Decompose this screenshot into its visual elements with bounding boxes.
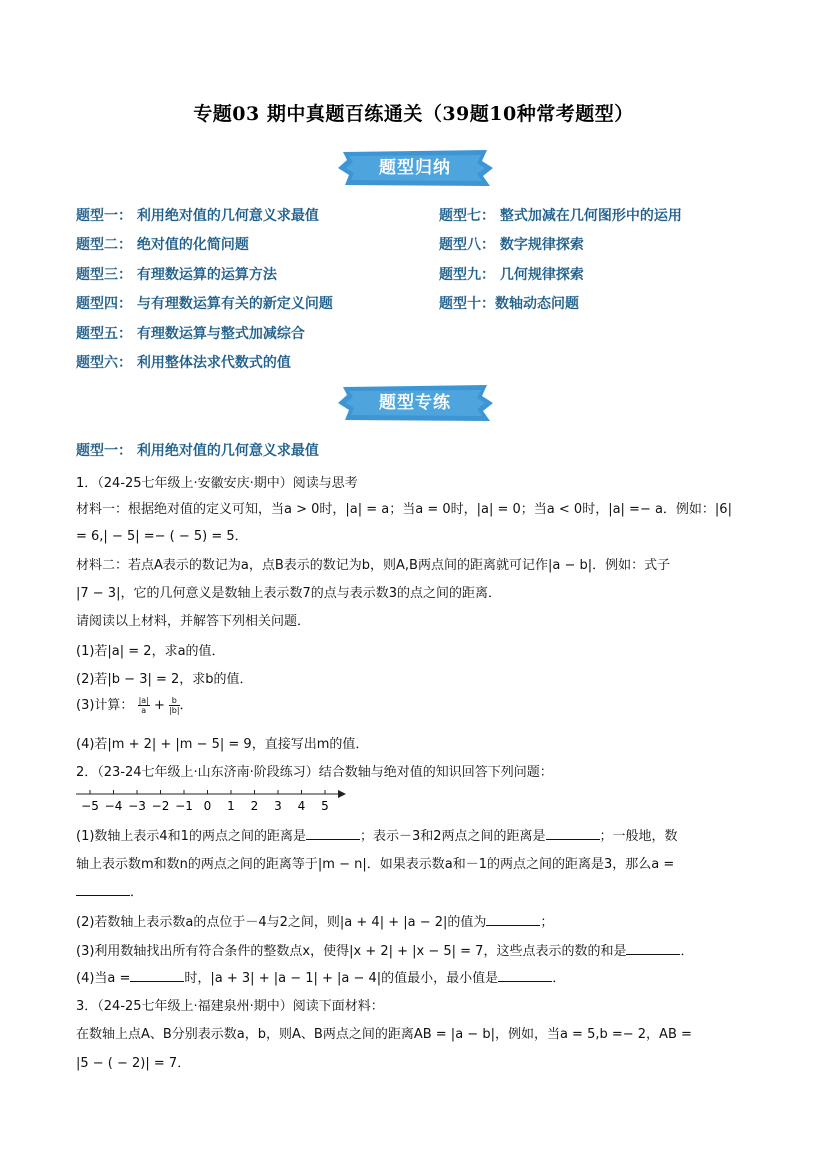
toc-item-10[interactable]: 题型十：数轴动态问题	[439, 296, 579, 312]
q2-part1-text2: ；表示－3和2两点之间的距离是	[359, 829, 546, 844]
banner-summary-text: 题型归纳	[379, 158, 451, 178]
number-line-label: 1	[227, 799, 235, 813]
q2-header: 2．（23-24七年级上·山东济南·阶段练习）结合数轴与绝对值的知识回答下列问题：	[76, 765, 553, 780]
q1-material1-line1: 材料一：根据绝对值的定义可知，当a > 0时，|a| = a；当a = 0时，|a| = 0；当a < 0时，|a| =− a．例如：|6|	[76, 502, 732, 517]
q2-part4-end: ．	[552, 971, 566, 986]
q2-part2-end: ；	[540, 915, 554, 930]
q2-part1-line1	[76, 825, 678, 844]
fraction-1-den: a	[141, 706, 147, 715]
q1-part4: (4)若|m + 2| + |m − 5| = 9，直接写出m的值．	[76, 737, 369, 752]
q2-part1-line3	[76, 881, 143, 900]
toc-item-6[interactable]: 题型六： 利用整体法求代数式的值	[76, 355, 291, 371]
q3-line1: 在数轴上点A、B分别表示数a，b，则A、B两点之间的距离AB = |a − b|，例如，当a = 5,b =− 2，AB =	[76, 1027, 692, 1042]
q2-part4	[76, 967, 565, 986]
toc-item-9[interactable]: 题型九： 几何规律探索	[439, 267, 584, 283]
page-title: 专题03 期中真题百练通关（39题10种常考题型）	[193, 103, 634, 125]
toc-item-8[interactable]: 题型八： 数字规律探索	[439, 237, 584, 253]
q2-part1-text1: (1)数轴上表示4和1的两点之间的距离是	[76, 829, 306, 844]
toc-item-4[interactable]: 题型四： 与有理数运算有关的新定义问题	[76, 296, 333, 312]
number-line-label: 4	[297, 799, 306, 813]
plus-sign: +	[154, 698, 165, 713]
answer-blank[interactable]	[546, 827, 600, 840]
q2-part4-text1: (4)当a =	[76, 971, 131, 986]
answer-blank[interactable]	[76, 883, 130, 896]
toc-item-1[interactable]: 题型一： 利用绝对值的几何意义求最值	[76, 208, 319, 224]
fraction-2	[169, 696, 179, 715]
arrow-right-icon	[338, 790, 346, 798]
q2-part1-line2: 轴上表示数m和数n的两点之间的距离等于|m − n|．如果表示数a和－1的两点之间的距离是3，那么a =	[76, 857, 675, 872]
number-line-label: 2	[250, 799, 259, 813]
toc-item-2[interactable]: 题型二： 绝对值的化简问题	[76, 237, 249, 253]
q1-read-instruction: 请阅读以上材料，并解答下列相关问题．	[76, 614, 311, 629]
q2-part3-text: (3)利用数轴找出所有符合条件的整数点x，使得|x + 2| + |x − 5| = 7，这些点表示的数的和是	[76, 944, 627, 959]
answer-blank[interactable]	[486, 913, 540, 926]
banner-practice-text: 题型专练	[379, 393, 451, 413]
q2-part3	[76, 940, 693, 959]
q2-part1-end: ．	[130, 885, 144, 900]
q2-part1-text3: ；一般地，数	[599, 829, 678, 844]
fraction-1	[138, 696, 150, 715]
fraction-2-num: b	[169, 696, 179, 706]
q1-part3	[76, 694, 193, 715]
answer-blank[interactable]	[130, 969, 184, 982]
section-heading: 题型一： 利用绝对值的几何意义求最值	[76, 443, 319, 459]
answer-blank[interactable]	[626, 942, 680, 955]
q1-part1: (1)若|a| = 2，求a的值．	[76, 644, 225, 659]
q1-material1-line2: = 6,| − 5| =− ( − 5) = 5．	[76, 529, 248, 544]
toc-item-7[interactable]: 题型七： 整式加减在几何图形中的运用	[439, 208, 682, 224]
q2-part2-text: (2)若数轴上表示数a的点位于－4与2之间，则|a + 4| + |a − 2|的值为	[76, 915, 487, 930]
q2-part3-end: ．	[680, 944, 694, 959]
q1-part3-prefix: (3)计算：	[76, 698, 134, 713]
fraction-2-den: |b|	[169, 706, 180, 715]
number-line-label: −3	[128, 799, 146, 813]
answer-blank[interactable]	[306, 827, 360, 840]
toc-item-3[interactable]: 题型三： 有理数运算的运算方法	[76, 267, 277, 283]
q1-material2-line2: |7 − 3|，它的几何意义是数轴上表示数7的点与表示数3的点之间的距离．	[76, 586, 502, 601]
q1-material2-line1: 材料二：若点A表示的数记为a，点B表示的数记为b，则A,B两点间的距离就可记作|a − b|．例如：式子	[76, 558, 671, 573]
banner-practice	[335, 383, 495, 423]
number-line-label: 5	[321, 799, 329, 813]
number-line-label: 0	[203, 799, 212, 813]
number-line	[76, 788, 346, 818]
number-line-label: −4	[104, 799, 123, 813]
banner-summary	[335, 148, 495, 188]
number-line-label: 3	[274, 799, 282, 813]
q1-part3-end: ．	[179, 698, 193, 713]
q1-part2: (2)若|b − 3| = 2，求b的值．	[76, 672, 253, 687]
fraction-1-num: |a|	[138, 696, 149, 705]
toc-item-5[interactable]: 题型五： 有理数运算与整式加减综合	[76, 326, 305, 342]
number-line-label: −2	[151, 799, 170, 813]
q2-part4-text2: 时，|a + 3| + |a − 1| + |a − 4|的值最小，最小值是	[184, 971, 499, 986]
q2-part2	[76, 911, 553, 930]
q3-line2: |5 − ( − 2)| = 7．	[76, 1056, 191, 1071]
answer-blank[interactable]	[498, 969, 552, 982]
number-line-label: −1	[175, 799, 193, 813]
q1-header: 1．（24-25七年级上·安徽安庆·期中）阅读与思考	[76, 476, 358, 491]
q3-header: 3．（24-25七年级上·福建泉州·期中）阅读下面材料：	[76, 999, 384, 1014]
number-line-label: −5	[81, 799, 99, 813]
